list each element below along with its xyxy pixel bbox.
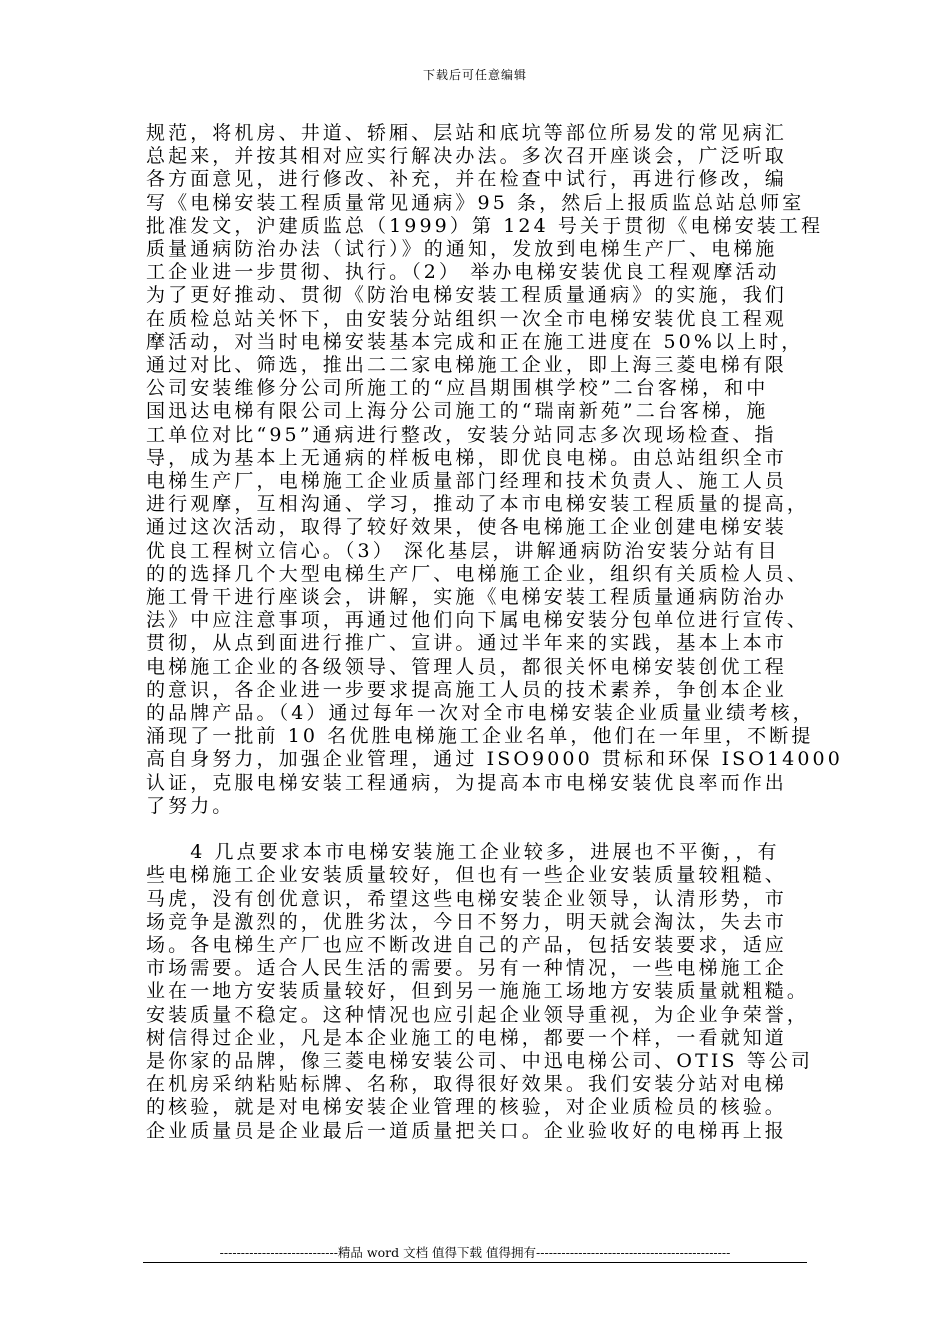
text-line: 在机房采纳粘贴标牌、名称，取得很好效果。我们安装分站对电梯 bbox=[146, 1073, 787, 1096]
paragraph-1 bbox=[146, 122, 843, 818]
text-line: 优良工程树立信心。（3） 深化基层，讲解通病防治安装分站有目 bbox=[146, 539, 780, 562]
text-line: 涌现了一批前 10 名优胜电梯施工企业名单，他们在一年里，不断提 bbox=[146, 725, 814, 748]
text-line: 认证，克服电梯安装工程通病，为提高本市电梯安装优良率而作出 bbox=[146, 771, 787, 794]
text-line: 树信得过企业，凡是本企业施工的电梯，都要一个样，一看就知道 bbox=[146, 1026, 787, 1049]
page-header: 下载后可任意编辑 bbox=[422, 68, 527, 82]
paragraph-gap bbox=[146, 818, 810, 841]
text-line: 贯彻，从点到面进行推广、宣讲。通过半年来的实践，基本上本市 bbox=[146, 632, 787, 655]
text-line: 高自身努力，加强企业管理，通过 ISO9000 贯标和环保 ISO14000 bbox=[146, 748, 843, 771]
text-line: 为了更好推动、贯彻《防治电梯安装工程质量通病》的实施，我们 bbox=[146, 284, 787, 307]
text-line: 场。各电梯生产厂也应不断改进自己的产品，包括安装要求，适应 bbox=[146, 933, 787, 956]
text-line: 通过这次活动，取得了较好效果，使各电梯施工企业创建电梯安装 bbox=[146, 516, 787, 539]
text-line: 导，成为基本上无通病的样板电梯，即优良电梯。由总站组织全市 bbox=[146, 446, 787, 469]
text-line: 摩活动，对当时电梯安装基本完成和正在施工进度在 50%以上时， bbox=[146, 330, 804, 353]
text-line: 马虎，没有创优意识，希望这些电梯安装企业领导，认清形势，市 bbox=[146, 887, 787, 910]
text-line: 质量通病防治办法（试行）》的通知，发放到电梯生产厂、电梯施 bbox=[146, 238, 778, 261]
text-line: 各方面意见，进行修改、补充，并在检查中试行，再进行修改，编 bbox=[146, 168, 787, 191]
text-line: 总起来，并按其相对应实行解决办法。多次召开座谈会，广泛听取 bbox=[146, 145, 787, 168]
text-line: 法》中应注意事项，再通过他们向下属电梯安装分包单位进行宣传、 bbox=[146, 609, 810, 632]
text-line: 公司安装维修分公司所施工的“应昌期围棋学校”二台客梯，和中 bbox=[146, 377, 769, 400]
text-line: 企业质量员是企业最后一道质量把关口。企业验收好的电梯再上报 bbox=[146, 1119, 787, 1142]
text-line: 通过对比、筛选，推出二二家电梯施工企业，即上海三菱电梯有限 bbox=[146, 354, 787, 377]
text-line: 规范，将机房、井道、轿厢、层站和底坑等部位所易发的常见病汇 bbox=[146, 122, 787, 144]
text-line: 的核验，就是对电梯安装企业管理的核验，对企业质检员的核验。 bbox=[146, 1096, 787, 1119]
paragraph-2 bbox=[146, 841, 814, 1143]
text-line: 些电梯施工企业安装质量较好，但也有一些企业安装质量较粗糙、 bbox=[146, 864, 787, 887]
text-line: 业在一地方安装质量较好，但到另一施施工场地方安装质量就粗糙。 bbox=[146, 980, 810, 1003]
text-line: 了努力。 bbox=[146, 794, 235, 817]
text-line: 的品牌产品。（4）通过每年一次对全市电梯安装企业质量业绩考核， bbox=[146, 702, 815, 725]
page-footer: ----------------------------精品 word 文档 值得下载 值得拥有---------------------------------------------- bbox=[219, 1245, 731, 1260]
text-line: 批准发文，沪建质监总（1999）第 124 号关于贯彻《电梯安装工程 bbox=[146, 214, 824, 237]
footer-rule bbox=[143, 1262, 807, 1263]
text-line: 施工骨干进行座谈会，讲解，实施《电梯安装工程质量通病防治办 bbox=[146, 586, 787, 609]
text-line: 是你家的品牌，像三菱电梯安装公司、中迅电梯公司、OTIS 等公司 bbox=[146, 1049, 814, 1072]
text-line: 写《电梯安装工程质量常见通病》95 条，然后上报质监总站总师室 bbox=[146, 191, 805, 214]
text-line: 工单位对比“95”通病进行整改，安装分站同志多次现场检查、指 bbox=[146, 423, 777, 446]
text-line: 工企业进一步贯彻、执行。（2） 举办电梯安装优良工程观摩活动 bbox=[146, 261, 780, 284]
text-line: 的意识，各企业进一步要求提高施工人员的技术素养，争创本企业 bbox=[146, 678, 787, 701]
text-line: 安装质量不稳定。这种情况也应引起企业领导重视，为企业争荣誉， bbox=[146, 1003, 810, 1026]
text-line: 电梯施工企业的各级领导、管理人员，都很关怀电梯安装创优工程 bbox=[146, 655, 787, 678]
text-line: 4 几点要求本市电梯安装施工企业较多，进展也不平衡，，有 bbox=[146, 841, 780, 864]
text-line: 市场需要。适合人民生活的需要。另有一种情况，一些电梯施工企 bbox=[146, 957, 787, 980]
text-line: 的的选择几个大型电梯生产厂、电梯施工企业，组织有关质检人员、 bbox=[146, 562, 810, 585]
text-line: 场竞争是激烈的，优胜劣汰，今日不努力，明天就会淘汰，失去市 bbox=[146, 910, 787, 933]
text-line: 在质检总站关怀下，由安装分站组织一次全市电梯安装优良工程观 bbox=[146, 307, 787, 330]
text-line: 国迅达电梯有限公司上海分公司施工的“瑞南新苑”二台客梯，施 bbox=[146, 400, 769, 423]
text-line: 进行观摩，互相沟通、学习，推动了本市电梯安装工程质量的提高， bbox=[146, 493, 810, 516]
document-body bbox=[146, 122, 843, 1143]
text-line: 电梯生产厂，电梯施工企业质量部门经理和技术负责人、施工人员 bbox=[146, 470, 787, 493]
